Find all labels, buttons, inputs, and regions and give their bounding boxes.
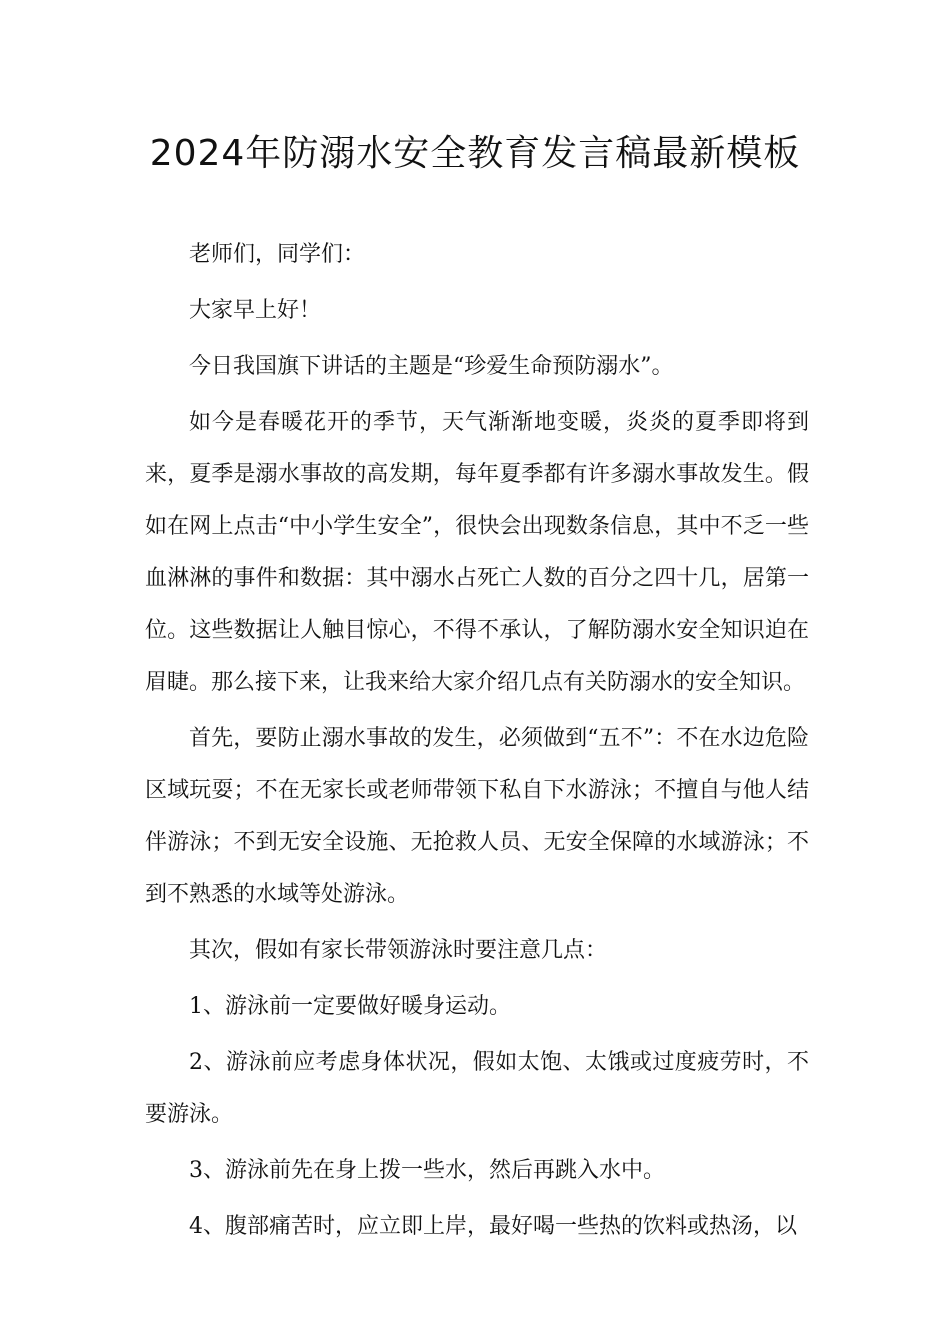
document-body (145, 229, 809, 1257)
list-item-1: 1、游泳前一定要做好暖身运动。 (189, 994, 511, 1019)
list-item-2: 2、游泳前应考虑身体状况，假如太饱、太饿或过度疲劳时，不要游泳。 (145, 1050, 809, 1127)
paragraph-topic: 今日我国旗下讲话的主题是“珍爱生命预防溺水”。 (189, 354, 674, 379)
list-item-4: 4、腹部痛苦时，应立即上岸，最好喝一些热的饮料或热汤，以 (189, 1214, 797, 1239)
paragraph-five-nots: 首先，要防止溺水事故的发生，必须做到“五不”：不在水边危险区域玩耍；不在无家长或老师带领下私自下水游泳；不擅自与他人结伴游泳；不到无安全设施、无抢救人员、无安全保障的水域游泳；不到不熟悉的水域等处游泳。 (145, 726, 809, 907)
paragraph-introduction: 如今是春暖花开的季节，天气渐渐地变暖，炎炎的夏季即将到来，夏季是溺水事故的高发期，每年夏季都有许多溺水事故发生。假如在网上点击“中小学生安全”，很快会出现数条信息，其中不乏一些血淋淋的事件和数据：其中溺水占死亡人数的百分之四十几，居第一位。这些数据让人触目惊心，不得不承认，了解防溺水安全知识迫在眉睫。那么接下来，让我来给大家介绍几点有关防溺水的安全知识。 (145, 410, 809, 695)
paragraph-greeting: 老师们，同学们： (189, 242, 366, 267)
paragraph-parent-notes: 其次，假如有家长带领游泳时要注意几点： (189, 938, 608, 963)
list-item-3: 3、游泳前先在身上拨一些水，然后再跳入水中。 (189, 1158, 665, 1183)
document-title: 2024年防溺水安全教育发言稿最新模板 (149, 133, 801, 174)
paragraph-good-morning: 大家早上好！ (189, 298, 322, 323)
